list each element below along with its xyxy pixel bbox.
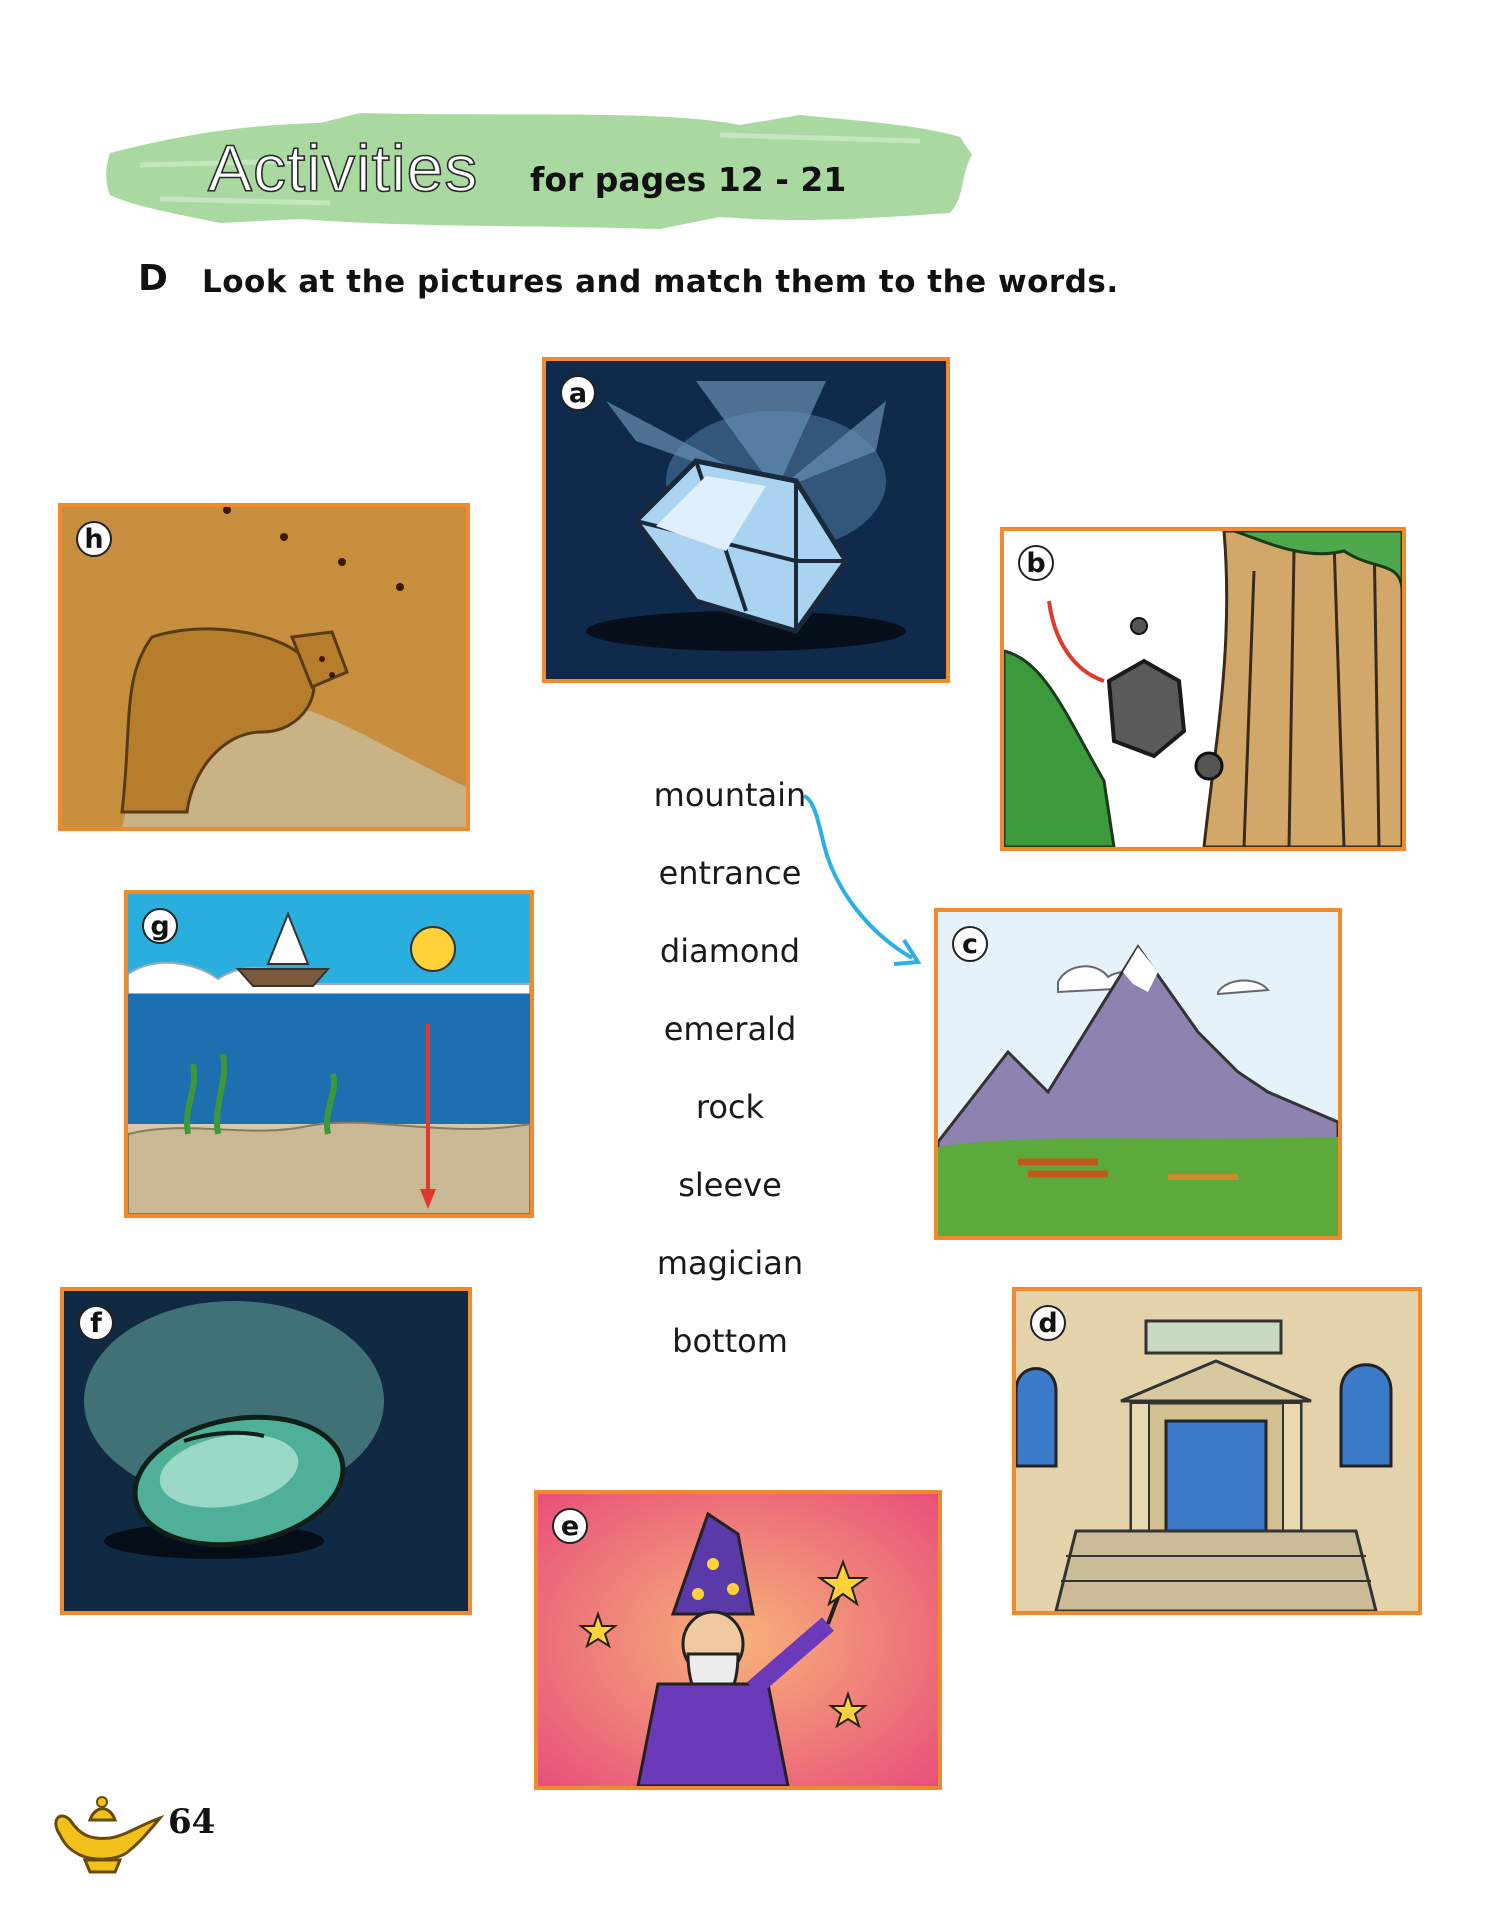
emerald-illustration: [64, 1291, 468, 1611]
picture-f: [60, 1287, 472, 1615]
picture-d: [1012, 1287, 1422, 1615]
page-subtitle: for pages 12 - 21: [530, 160, 847, 199]
page-title: Activities: [208, 131, 479, 205]
picture-c: [934, 908, 1342, 1240]
picture-label: a: [560, 375, 596, 411]
picture-label: e: [552, 1508, 588, 1544]
sea-bottom-illustration: [128, 894, 530, 1214]
exercise-instruction: Look at the pictures and match them to the words.: [202, 264, 1119, 300]
word-bottom: bottom: [672, 1322, 788, 1360]
picture-label: h: [76, 521, 112, 557]
diamond-illustration: [546, 361, 946, 679]
picture-label: d: [1030, 1305, 1066, 1341]
page-number: 64: [168, 1802, 216, 1842]
mountain-illustration: [938, 912, 1338, 1236]
building-entrance-illustration: [1016, 1291, 1418, 1611]
magic-lamp-icon: [40, 1780, 170, 1880]
picture-e: [534, 1490, 942, 1790]
picture-label: f: [78, 1305, 114, 1341]
example-match-arrow: [800, 790, 940, 980]
picture-h: [58, 503, 470, 831]
word-mountain: mountain: [653, 776, 807, 814]
picture-label: c: [952, 926, 988, 962]
word-rock: rock: [695, 1088, 765, 1126]
picture-label: g: [142, 908, 178, 944]
picture-g: [124, 890, 534, 1218]
exercise-letter: D: [138, 258, 168, 299]
word-diamond: diamond: [659, 932, 801, 970]
picture-a: [542, 357, 950, 683]
word-entrance: entrance: [658, 854, 802, 892]
sleeve-illustration: [62, 507, 466, 827]
word-emerald: emerald: [663, 1010, 797, 1048]
picture-b: [1000, 527, 1406, 851]
picture-label: b: [1018, 545, 1054, 581]
word-sleeve: sleeve: [678, 1166, 782, 1204]
falling-rock-illustration: [1004, 531, 1402, 847]
word-magician: magician: [656, 1244, 804, 1282]
magician-illustration: [538, 1494, 938, 1786]
